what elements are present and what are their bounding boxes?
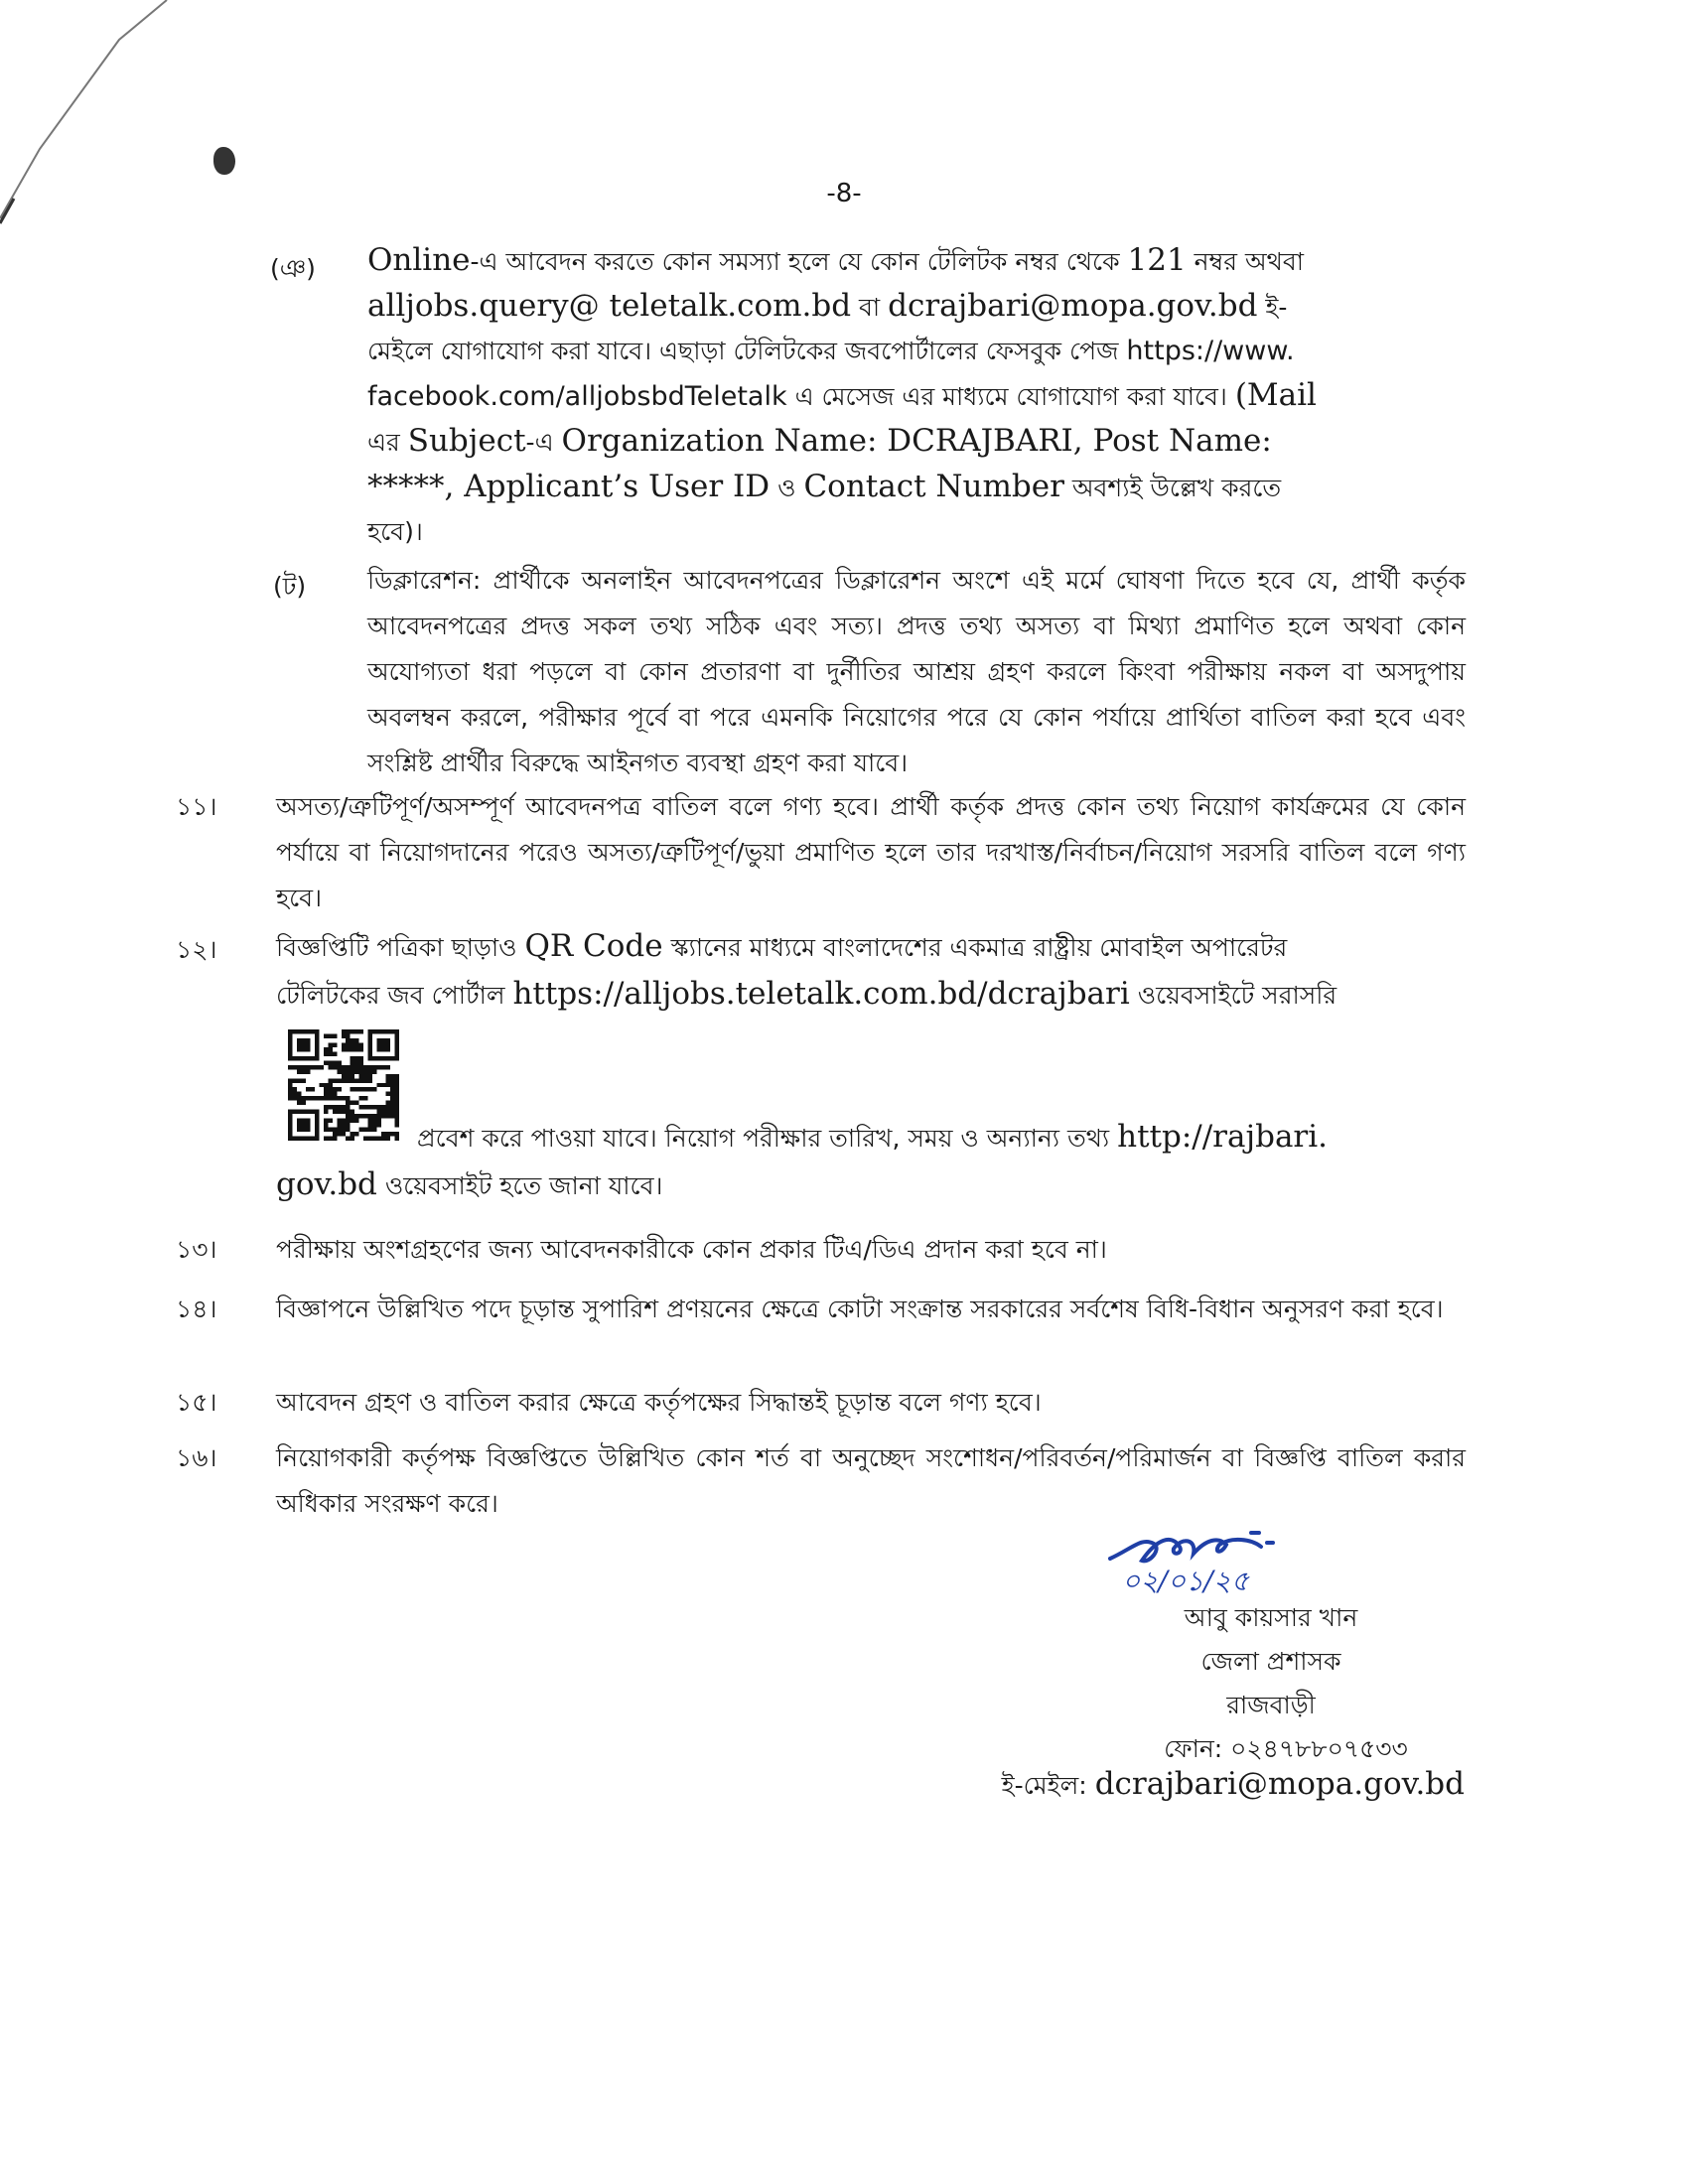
signatory-district: রাজবাড়ী xyxy=(1226,1691,1316,1719)
item-marker: (ট) xyxy=(273,572,307,601)
facebook-link[interactable]: https://www. xyxy=(1126,336,1295,366)
signatory-email-line: ই-মেইল: dcrajbari@mopa.gov.bd xyxy=(1001,1766,1465,1802)
item-12: বিজ্ঞপ্তিটি পত্রিকা ছাড়াও QR Code স্ক্যানের মাধ্যমে বাংলাদেশের একমাত্র রাষ্ট্রীয় মোবাইল অপারেটর টেলিটকের জব পোর্টাল https://alljobs.teletalk.com.bd/dcrajbari ওয়েবসাইটে সরাসরি xyxy=(276,928,1337,1012)
item-11: অসত্য/ত্রুটিপূর্ণ/অসম্পূর্ণ আবেদনপত্র বাতিল বলে গণ্য হবে। প্রার্থী কর্তৃক প্রদত্ত কোন তথ্য নিয়োগ কার্যক্রমের যে কোন পর্যায়ে বা নিয়োগদানের পরেও অসত্য/ত্রুটিপূর্ণ/ভুয়া প্রমাণিত হলে তার দরখাস্ত/নির্বাচন/নিয়োগ সরসরি বাতিল বলে গণ্য হবে। xyxy=(276,792,1466,912)
handwritten-date: ০২/০১/২৫ xyxy=(1122,1565,1250,1597)
item-14: বিজ্ঞাপনে উল্লিখিত পদে চূড়ান্ত সুপারিশ প্রণয়নের ক্ষেত্রে কোটা সংক্রান্ত সরকারের সর্বশেষ বিধি-বিধান অনুসরণ করা হবে। xyxy=(276,1295,1444,1323)
signatory-phone: ফোন: ০২৪৭৮৮০৭৫৩৩ xyxy=(1164,1734,1408,1763)
signatory-email[interactable]: dcrajbari@mopa.gov.bd xyxy=(1094,1766,1465,1802)
rajbari-website-link[interactable]: http://rajbari. xyxy=(1117,1119,1329,1155)
jobs-portal-link[interactable]: https://alljobs.teletalk.com.bd/dcrajbari xyxy=(512,976,1130,1012)
signatory-name: আবু কায়সার খান xyxy=(1184,1603,1358,1632)
item-15: আবেদন গ্রহণ ও বাতিল করার ক্ষেত্রে কর্তৃপক্ষের সিদ্ধান্তই চূড়ান্ত বলে গণ্য হবে। xyxy=(276,1388,1042,1417)
item-12-continued: প্রবেশ করে পাওয়া যাবে। নিয়োগ পরীক্ষার তারিখ, সময় ও অন্যান্য তথ্য http://rajbari. gov.bd ওয়েবসাইট হতে জানা যাবে। xyxy=(276,1119,1329,1202)
facebook-link[interactable]: facebook.com/alljobsbdTeletalk xyxy=(367,381,787,412)
item-16: নিয়োগকারী কর্তৃপক্ষ বিজ্ঞপ্তিতে উল্লিখিত কোন শর্ত বা অনুচ্ছেদ সংশোধন/পরিবর্তন/পরিমার্জন বা বিজ্ঞপ্তি বাতিল করার অধিকার সংরক্ষণ করে। xyxy=(276,1443,1466,1518)
item-ta: ডিক্লারেশন: প্রার্থীকে অনলাইন আবেদনপত্রের ডিক্লারেশন অংশে এই মর্মে ঘোষণা দিতে হবে যে, প্রার্থী কর্তৃক আবেদনপত্রের প্রদত্ত সকল তথ্য সঠিক এবং সত্য। প্রদত্ত তথ্য অসত্য বা মিথ্যা প্রমাণিত হলে অথবা কোন অযোগ্যতা ধরা পড়লে বা কোন প্রতারণা বা দুর্নীতির আশ্রয় গ্রহণ করলে কিংবা পরীক্ষায় নকল বা অসদুপায় অবলম্বন করলে, পরীক্ষার পূর্বে বা পরে এমনকি নিয়োগের পরে যে কোন পর্যায়ে প্রার্থিতা বাতিল করা হবে এবং সংশ্লিষ্ট প্রার্থীর বিরুদ্ধে আইনগত ব্যবস্থা গ্রহণ করা যাবে। xyxy=(367,566,1466,777)
item-marker: ১৩। xyxy=(176,1235,217,1264)
item-marker: ১৪। xyxy=(176,1295,217,1323)
item-marker: ১২। xyxy=(176,935,217,964)
item-marker: (ঞ) xyxy=(270,254,316,283)
email-link[interactable]: alljobs.query@ teletalk.com.bd xyxy=(367,288,852,324)
handwritten-signature xyxy=(1102,1509,1301,1598)
punch-hole xyxy=(213,147,235,175)
item-nya: Online-এ আবেদন করতে কোন সমস্যা হলে যে কোন টেলিটক নম্বর থেকে 121 নম্বর অথবা alljobs.query@ teletalk.com.bd বা dcrajbari@mopa.gov.bd ই- মেইলে যোগাযোগ করা যাবে। এছাড়া টেলিটকের জবপোর্টালের ফেসবুক পেজ https://www. facebook.com/alljobsbdTeletalk এ মেসেজ এর মাধ্যমে যোগাযোগ করা যাবে। (Mail এর Subject-এ Organization Name: DCRAJBARI, Post Name: *****, Applicant’s User ID ও Contact Number অবশ্যই উল্লেখ করতে হবে)। xyxy=(367,242,1317,546)
item-marker: ১৬। xyxy=(176,1443,217,1472)
item-marker: ১৫। xyxy=(176,1388,217,1417)
item-13: পরীক্ষায় অংশগ্রহণের জন্য আবেদনকারীকে কোন প্রকার টিএ/ডিএ প্রদান করা হবে না। xyxy=(276,1235,1107,1264)
item-marker: ১১। xyxy=(176,792,217,821)
signatory-designation: জেলা প্রশাসক xyxy=(1200,1647,1341,1676)
email-link[interactable]: dcrajbari@mopa.gov.bd xyxy=(888,288,1258,324)
signature-block xyxy=(993,1596,1549,1771)
page-number: -8- xyxy=(826,179,862,208)
rajbari-website-link[interactable]: gov.bd xyxy=(276,1166,377,1202)
